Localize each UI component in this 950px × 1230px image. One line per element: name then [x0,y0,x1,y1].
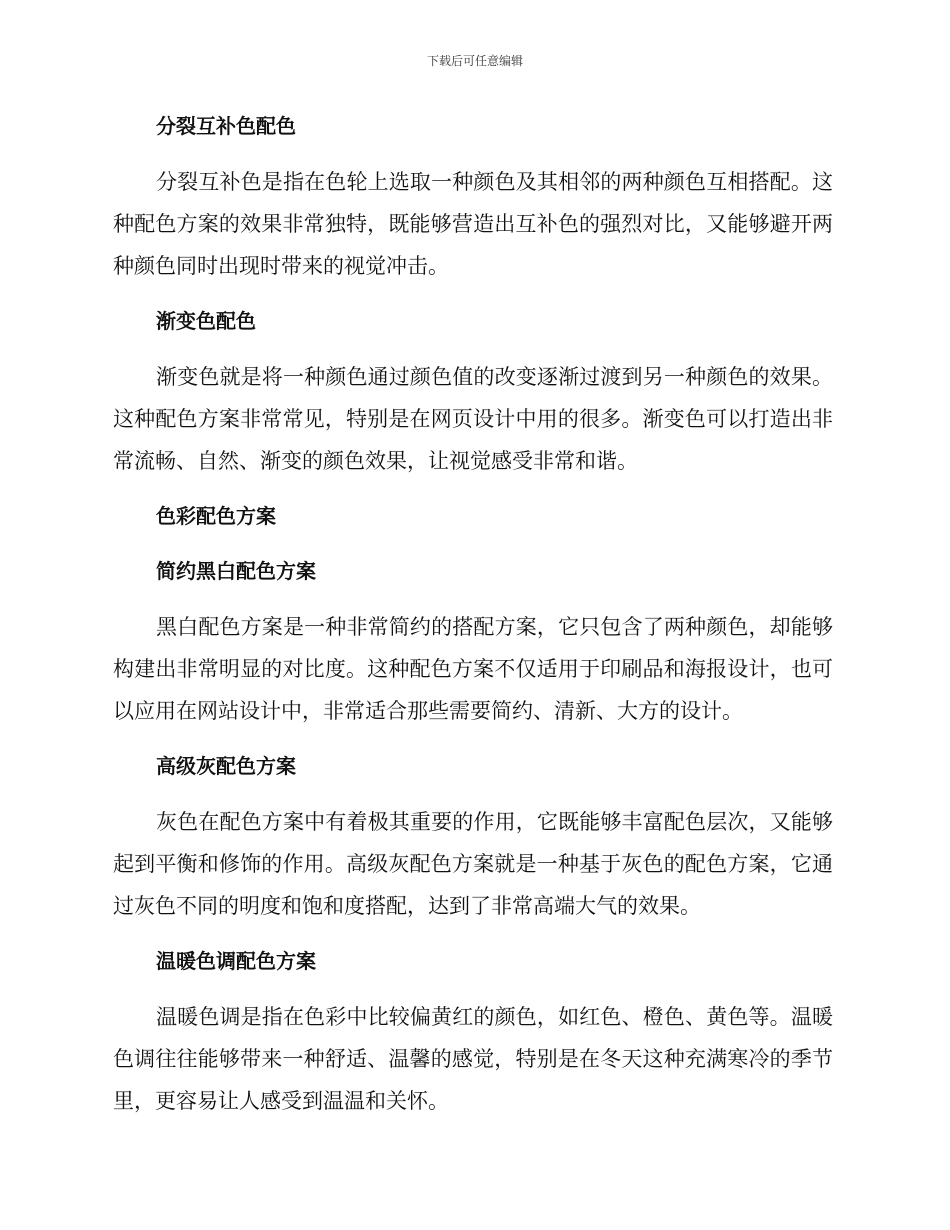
section-heading-warm-tones: 温暖色调配色方案 [156,949,316,973]
document-body [113,106,833,1136]
section-paragraph-black-white: 黑白配色方案是一种非常简约的搭配方案，它只包含了两种颜色，却能够构建出非常明显的对比度。这种配色方案不仅适用于印刷品和海报设计，也可以应用在网站设计中，非常适合那些需要简约、清新、大方的设计。 [113,615,833,723]
section-paragraph-warm-tones: 温暖色调是指在色彩中比较偏黄红的颜色，如红色、橙色、黄色等。温暖色调往往能够带来一种舒适、温馨的感觉，特别是在冬天这种充满寒冷的季节里，更容易让人感受到温温和关怀。 [113,1005,833,1113]
section-paragraph-split-complementary: 分裂互补色是指在色轮上选取一种颜色及其相邻的两种颜色互相搭配。这种配色方案的效果非常独特，既能够营造出互补色的强烈对比，又能够避开两种颜色同时出现时带来的视觉冲击。 [113,170,833,278]
section-paragraph-premium-gray: 灰色在配色方案中有着极其重要的作用，它既能够丰富配色层次，又能够起到平衡和修饰的作用。高级灰配色方案就是一种基于灰色的配色方案，它通过灰色不同的明度和饱和度搭配，达到了非常高端大气的效果。 [113,810,833,918]
page-header: 下载后可任意编辑 [426,54,523,68]
section-heading-black-white: 简约黑白配色方案 [156,559,316,583]
section-heading-premium-gray: 高级灰配色方案 [156,754,296,778]
section-heading-split-complementary: 分裂互补色配色 [156,114,296,138]
section-paragraph-gradient: 渐变色就是将一种颜色通过颜色值的改变逐渐过渡到另一种颜色的效果。这种配色方案非常常见，特别是在网页设计中用的很多。渐变色可以打造出非常流畅、自然、渐变的颜色效果，让视觉感受非常和谐。 [113,365,833,473]
section-heading-gradient: 渐变色配色 [156,309,256,333]
section-heading-color-schemes: 色彩配色方案 [156,504,276,528]
